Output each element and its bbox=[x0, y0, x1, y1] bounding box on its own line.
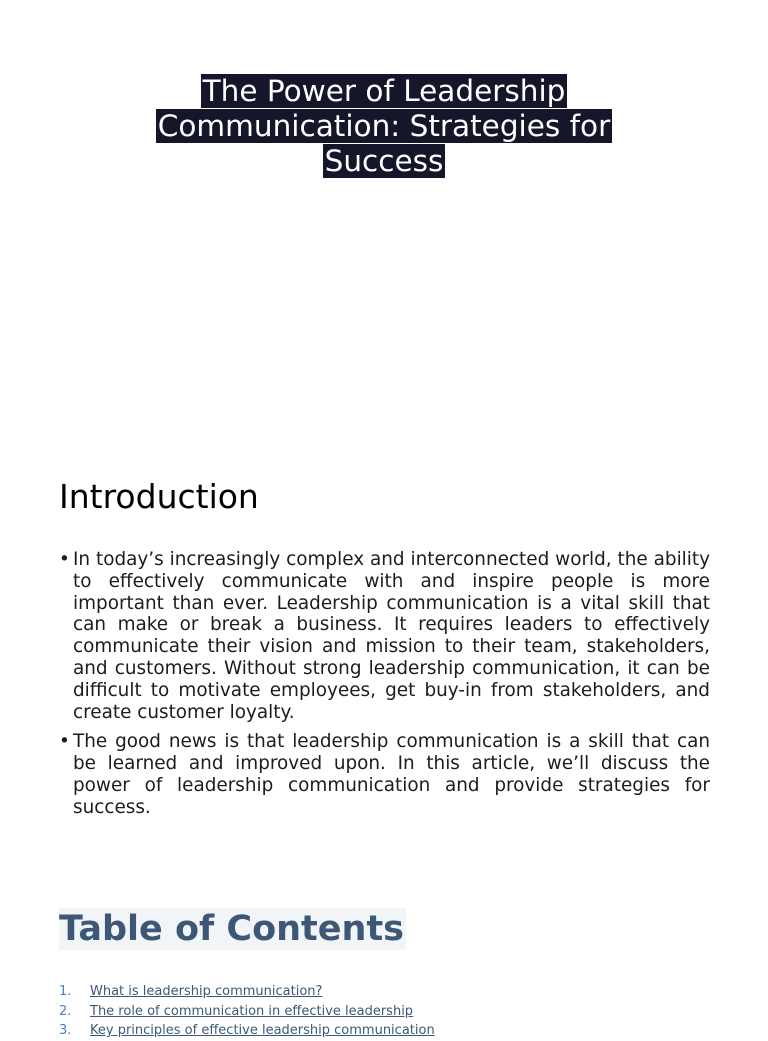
document-title bbox=[0, 74, 768, 179]
toc-link-1[interactable]: What is leadership communication? bbox=[90, 984, 323, 999]
toc-item bbox=[59, 982, 719, 1002]
toc-list bbox=[59, 982, 719, 1041]
toc-item-number: 3. bbox=[59, 1023, 72, 1038]
title-line-1: The Power of Leadership bbox=[202, 74, 566, 108]
intro-paragraph-2: The good news is that leadership communication is a skill that can be learned and improved upon. In this article, we’ll discuss the power of leadership communication and provide strategies for success. bbox=[73, 731, 710, 818]
intro-paragraph-1: In today’s increasingly complex and interconnected world, the ability to effectively communicate with and inspire people is more important than ever. Leadership communication is a vital skill that can make or break a business. It requires leaders to effectively communicate their vision and mission to their team, stakeholders, and customers. Without strong leadership communication, it can be difficult to motivate employees, get buy-in from stakeholders, and create customer loyalty. bbox=[73, 549, 710, 723]
title-line-3: Success bbox=[324, 144, 444, 178]
toc-heading: Table of Contents bbox=[59, 909, 405, 949]
bullet-icon: • bbox=[59, 549, 70, 570]
toc-item-number: 2. bbox=[59, 1003, 72, 1019]
toc-item bbox=[59, 1021, 719, 1041]
title-line-2: Communication: Strategies for bbox=[157, 109, 611, 143]
toc-link-2[interactable]: The role of communication in effective leadership bbox=[90, 1003, 414, 1019]
toc-item bbox=[59, 1002, 719, 1022]
list-item bbox=[59, 731, 710, 818]
list-item bbox=[59, 549, 710, 723]
toc-link-3[interactable]: Key principles of effective leadership communication bbox=[90, 1023, 435, 1038]
toc-item-number: 1. bbox=[59, 984, 72, 999]
introduction-heading: Introduction bbox=[59, 477, 259, 516]
introduction-list bbox=[59, 549, 710, 827]
bullet-icon: • bbox=[59, 731, 70, 753]
